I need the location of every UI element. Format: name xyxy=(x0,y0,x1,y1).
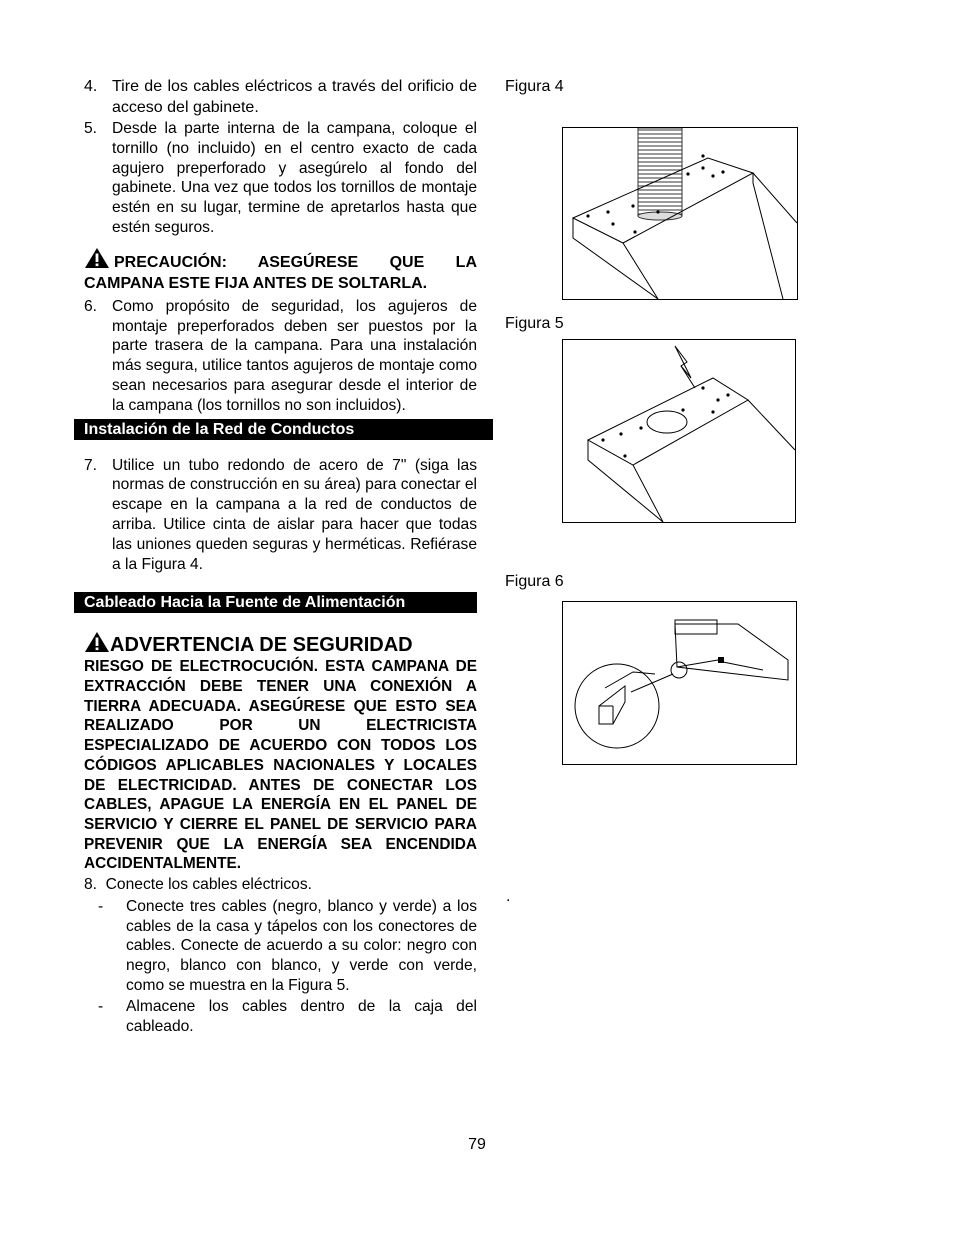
figure-5-image xyxy=(562,339,796,523)
bullet-item xyxy=(84,897,477,996)
step-text: Desde la parte interna de la campana, coloque el tornillo (no incluido) en el centro exacto de cada agujero preperforado y asegúrelo al fondo del gabinete. Una vez que todos los tornillos de montaje estén en su lugar, termine de apretarlos hasta que estén seguros. xyxy=(112,120,477,236)
safety-warning-body: RIESGO DE ELECTROCUCIÓN. ESTA CAMPANA DE EXTRACCIÓN DEBE TENER UNA CONEXIÓN A TIERRA ADECUADA. ASEGÚRESE QUE ESTO SEA REALIZADO POR UN ELECTRICISTA ESPECIALIZADO DE ACUERDO CON TODOS LOS CÓDIGOS APLICABLES NACIONALES Y LOCALES DE ELECTRICIDAD. ANTES DE CONECTAR LOS CABLES, APAGUE LA ENERGÍA EN EL PANEL DE SERVICIO Y CIERRE EL PANEL DE SERVICIO PARA PREVENIR QUE LA ENERGÍA SEA ENCENDIDA ACCIDENTALMENTE. xyxy=(84,658,477,873)
bullet-text: Conecte tres cables (negro, blanco y verde) a los cables de la casa y tápelos con los conectores de cables. Conecte de acuerdo a su color: negro con negro, blanco con blanco, y verde con verde, como se muestra en la Figura 5. xyxy=(126,897,477,995)
bullet-mark: - xyxy=(98,897,104,915)
figure-6-label: Figura 6 xyxy=(505,573,564,590)
step-5 xyxy=(84,119,477,238)
step-number: 7. xyxy=(84,456,98,474)
step-number: 5. xyxy=(84,120,98,137)
precaution-text: PRECAUCIÓN: ASEGÚRESE QUE LA CAMPANA ESTE FIJA ANTES DE SOLTARLA. xyxy=(84,253,477,292)
step-text: Utilice un tubo redondo de acero de 7" (siga las normas de construcción en su área) para conectar el escape en la campana a la red de conductos de arriba. Utilice cinta de aislar para hacer que todas las uniones queden seguras y herméticas. Refiérase a la Figura 4. xyxy=(112,456,477,573)
page-number: 79 xyxy=(468,1136,486,1153)
section-heading-wiring: Cableado Hacia la Fuente de Alimentación xyxy=(74,592,477,613)
step-text: Como propósito de seguridad, los agujeros de montaje preperforados deben ser puestos por la parte trasera de la campana. Para una instalación más segura, utilice tantos agujeros de montaje como sean necesarios para asegurar desde el interior de la campana (los tornillos no son incluidos). xyxy=(112,297,477,414)
figure-5-label: Figura 5 xyxy=(505,315,564,332)
step-number: 6. xyxy=(84,297,98,315)
range-hood-duct-illustration xyxy=(563,128,797,299)
step-7 xyxy=(84,456,477,575)
bullet-text: Almacene los cables dentro de la caja del cableado. xyxy=(126,997,477,1035)
step-text: Tire de los cables eléctricos a través del orificio de acceso del gabinete. xyxy=(112,78,477,116)
precaution-block xyxy=(84,247,477,294)
bullet-item xyxy=(84,997,477,1037)
hood-side-detail-illustration xyxy=(563,602,796,764)
warning-icon xyxy=(84,631,110,653)
step-4 xyxy=(84,76,477,118)
range-hood-top-illustration xyxy=(563,340,795,522)
safety-title-text: ADVERTENCIA DE SEGURIDAD xyxy=(110,634,413,657)
safety-warning-title xyxy=(84,631,477,657)
step-number: 4. xyxy=(84,78,98,95)
figure-4-image xyxy=(562,127,798,300)
left-column xyxy=(84,76,477,1036)
section-heading-ducts: Instalación de la Red de Conductos xyxy=(74,419,493,440)
stray-dot: . xyxy=(506,888,511,905)
bullet-mark: - xyxy=(98,997,104,1015)
warning-icon xyxy=(84,247,110,269)
step-6 xyxy=(84,297,477,416)
figure-6-image xyxy=(562,601,797,765)
figure-4-label: Figura 4 xyxy=(505,78,564,95)
step-8: 8. Conecte los cables eléctricos. xyxy=(84,876,312,894)
